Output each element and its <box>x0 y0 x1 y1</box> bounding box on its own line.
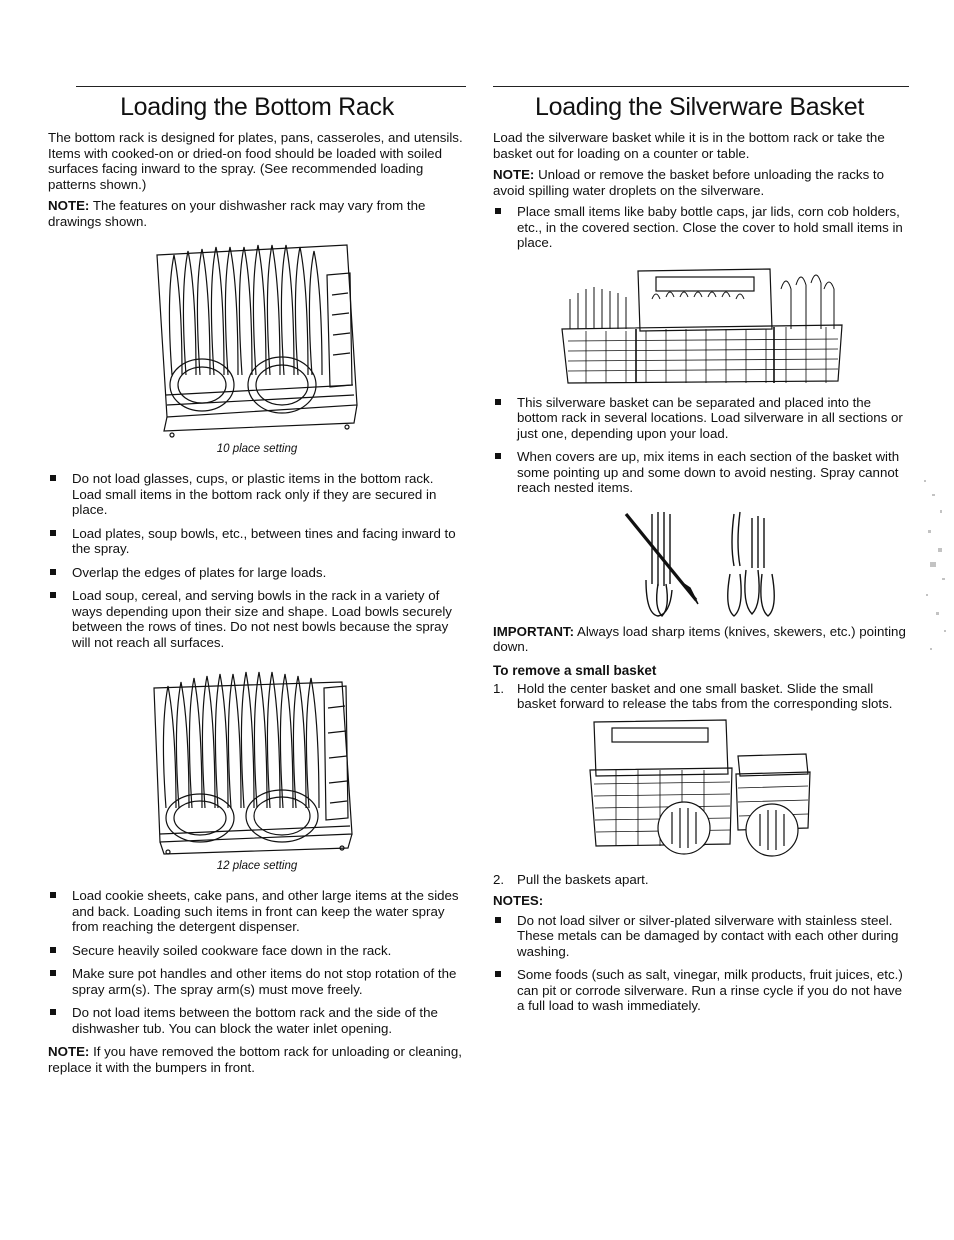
list-item: This silverware basket can be separated and placed into the bottom rack in several locations. Load silverware in all sections or just one, depending upon your load. <box>493 395 909 442</box>
list-item: Load plates, soup bowls, etc., between tines and facing inward to the spray. <box>48 526 466 557</box>
silverware-note <box>493 167 909 198</box>
remove-steps-1 <box>493 681 909 712</box>
note-text: Unload or remove the basket before unloading the racks to avoid spilling water droplets on the silverware. <box>493 167 884 198</box>
knives-pointing-down-illustration <box>606 504 796 620</box>
note-label: NOTE: <box>48 198 90 213</box>
bottom-rack-title: Loading the Bottom Rack <box>120 93 394 121</box>
list-item: Do not load items between the bottom rack and the side of the dishwasher tub. You can block the water inlet opening. <box>48 1005 466 1036</box>
important-text: Always load sharp items (knives, skewers, etc.) pointing down. <box>493 623 906 654</box>
notes-list <box>493 913 909 1014</box>
silverware-basket-title: Loading the Silverware Basket <box>535 93 864 121</box>
step-number: 1. <box>493 680 505 696</box>
remove-small-basket-illustration <box>586 718 816 858</box>
step-item <box>493 872 909 888</box>
section-rule <box>76 86 466 87</box>
twelve-place-setting-illustration <box>142 658 372 858</box>
bottom-rack-section <box>48 86 466 1081</box>
step-text: Hold the center basket and one small basket. Slide the small basket forward to release the tabs from the corresponding slots. <box>517 680 893 711</box>
step-text: Pull the baskets apart. <box>517 871 649 887</box>
bottom-rack-intro: The bottom rack is designed for plates, pans, casseroles, and utensils. Items with cooked-on or dried-on food should be loaded with soiled surfaces facing inward to the spray. (See recommended loading patterns shown.) <box>48 130 463 192</box>
bottom-rack-note <box>48 198 466 229</box>
twelve-place-caption: 12 place setting <box>216 860 298 872</box>
bottom-rack-bullets-2 <box>48 888 466 1036</box>
section-rule <box>493 86 909 87</box>
list-item: Do not load glasses, cups, or plastic items in the bottom rack. Load small items in the bottom rack only if they are secured in place. <box>48 471 466 518</box>
important-note <box>493 624 909 655</box>
note-text: The features on your dishwasher rack may vary from the drawings shown. <box>48 198 426 229</box>
scan-artifact <box>920 470 954 670</box>
note-text: If you have removed the bottom rack for unloading or cleaning, replace it with the bumpers in front. <box>48 1044 462 1075</box>
silverware-bullet-a <box>493 204 909 251</box>
silverware-bullets-b <box>493 395 909 496</box>
remove-basket-heading: To remove a small basket <box>493 662 657 678</box>
silverware-basket-section <box>493 86 909 1022</box>
list-item: Make sure pot handles and other items do not stop rotation of the spray arm(s). The spray arm(s) must move freely. <box>48 966 466 997</box>
step-number: 2. <box>493 871 505 887</box>
ten-place-setting-illustration <box>142 235 372 441</box>
silverware-intro: Load the silverware basket while it is in the bottom rack or take the basket out for loading on a counter or table. <box>493 130 885 161</box>
list-item: When covers are up, mix items in each section of the basket with some pointing up and some down to avoid nesting. Spray cannot reach nested items. <box>493 449 909 496</box>
silverware-basket-illustration <box>556 259 846 387</box>
list-item: Secure heavily soiled cookware face down in the rack. <box>48 943 466 959</box>
notes-heading: NOTES: <box>493 893 544 908</box>
ten-place-caption: 10 place setting <box>216 443 298 455</box>
list-item: Some foods (such as salt, vinegar, milk products, fruit juices, etc.) can pit or corrode silverware. Run a rinse cycle if you do not have a full load to wash immediately. <box>493 967 909 1014</box>
list-item: Load cookie sheets, cake pans, and other large items at the sides and back. Loading such items in front can keep the water spray from reaching the detergent dispenser. <box>48 888 466 935</box>
note-label: NOTE: <box>48 1044 90 1059</box>
note-label: NOTE: <box>493 167 535 182</box>
step-item <box>493 681 909 712</box>
list-item: Overlap the edges of plates for large loads. <box>48 565 466 581</box>
bottom-rack-note-2 <box>48 1044 466 1075</box>
list-item: Do not load silver or silver-plated silverware with stainless steel. These metals can be damaged by contact with each other during washing. <box>493 913 909 960</box>
list-item: Place small items like baby bottle caps, jar lids, corn cob holders, etc., in the covered section. Close the cover to hold small items in place. <box>493 204 909 251</box>
important-label: IMPORTANT: <box>493 623 575 639</box>
bottom-rack-bullets-1 <box>48 471 466 650</box>
list-item: Load soup, cereal, and serving bowls in the rack in a variety of ways depending upon their size and shape. Load bowls securely between the rows of tines. Do not nest bowls because the spray will not reach all surfaces. <box>48 588 466 650</box>
remove-steps-2 <box>493 872 909 888</box>
